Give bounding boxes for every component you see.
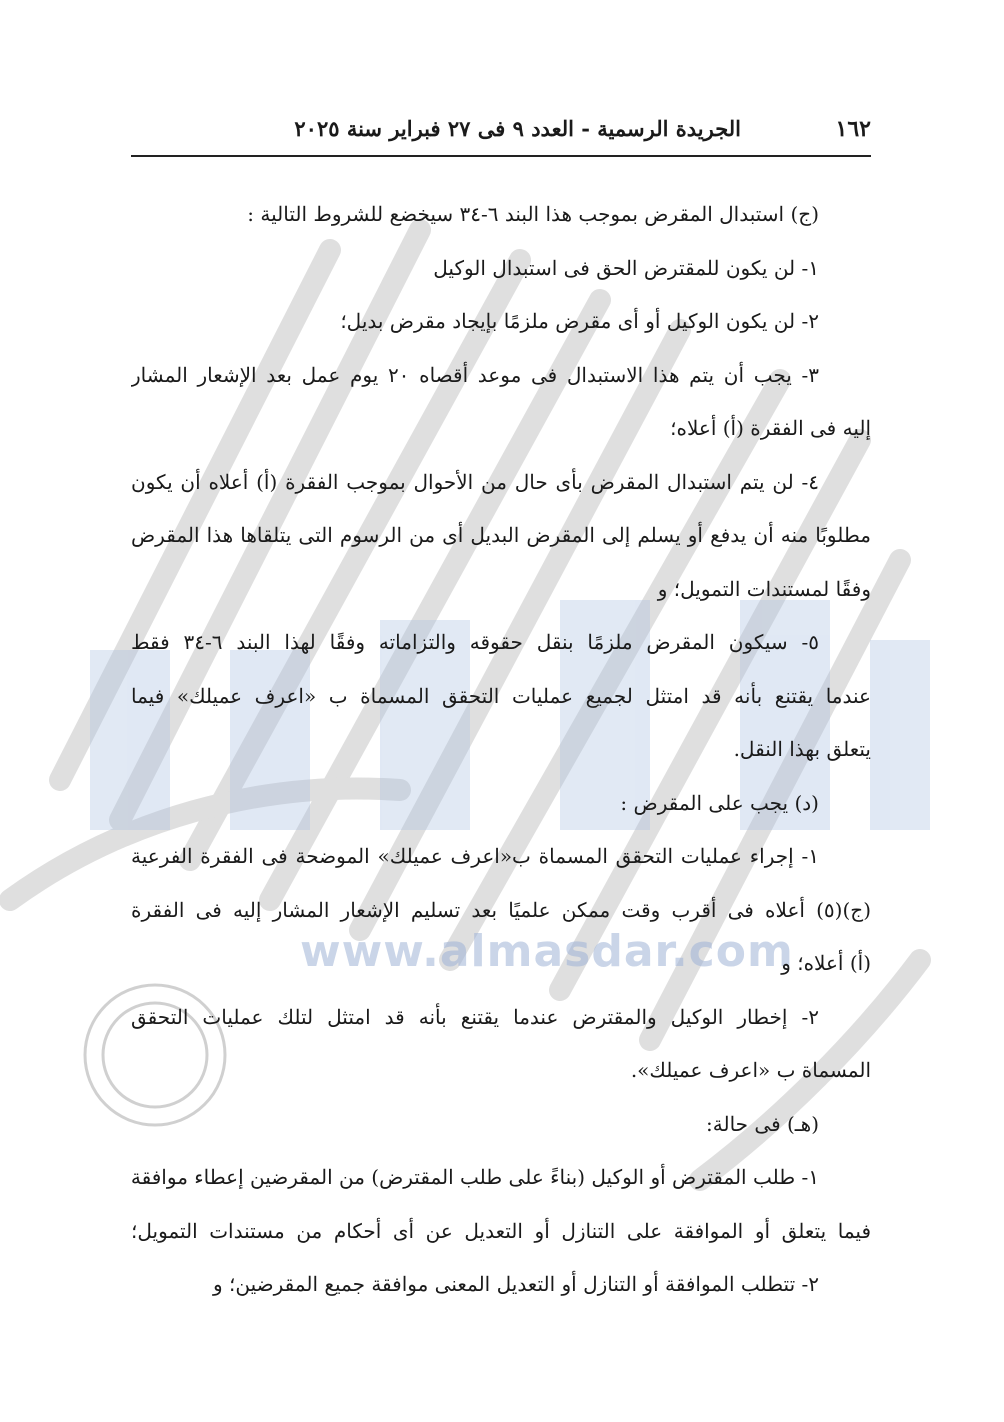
clause-c-item-1: ١- لن يكون للمقترض الحق فى استبدال الوكيل (433, 255, 819, 280)
clause-d-item-1-line-3: (أ) أعلاه؛ و (781, 951, 871, 975)
clause-d-item-2-line-1: ٢- إخطار الوكيل والمقترض عندما يقتنع بأنه قد امتثل لتلك عمليات التحقق (131, 1004, 819, 1029)
clause-e-item-1-line-1: ١- طلب المقترض أو الوكيل (بناءً على طلب المقترض) من المقرضين إعطاء موافقة (131, 1165, 819, 1189)
clause-d-item-1-line-1: ١- إجراء عمليات التحقق المسماة ب«اعرف عميلك» الموضحة فى الفقرة الفرعية (131, 844, 819, 868)
clause-c-item-4-line-2: مطلوبًا منه أن يدفع أو يسلم إلى المقرض البديل أى من الرسوم التى يتلقاها هذا المقرض (131, 523, 871, 547)
clause-c-item-4-line-1: ٤- لن يتم استبدال المقرض بأى حال من الأحوال بموجب الفقرة (أ) أعلاه أن يكون (131, 469, 819, 494)
clause-c-item-3-line-1: ٣- يجب أن يتم هذا الاستبدال فى موعد أقصاه ٢٠ يوم عمل بعد الإشعار المشار (131, 362, 819, 387)
clause-e-item-2: ٢- تتطلب الموافقة أو التنازل أو التعديل المعنى موافقة جميع المقرضين؛ و (213, 1272, 819, 1296)
clause-c-heading: (ج) استبدال المقرض بموجب هذا البند ٦-٣٤ سيخضع للشروط التالية : (247, 202, 819, 226)
clause-d-item-2-line-2: المسماة ب «اعرف عميلك». (630, 1058, 871, 1082)
clause-e-heading: (هـ) فى حالة: (706, 1111, 819, 1136)
clause-c-item-5-line-3: يتعلق بهذا النقل. (733, 737, 871, 761)
clause-c-item-5-line-1: ٥- سيكون المقرض ملزمًا بنقل حقوقه والتزاماته وفقًا لهذا البند ٦-٣٤ فقط (131, 630, 819, 654)
watermark-site-text: www.almasdar.com (300, 926, 794, 977)
clause-d-item-1-line-2: (ج)(٥) أعلاه فى أقرب وقت ممكن علميًا بعد تسليم الإشعار المشار إليه فى الفقرة (131, 897, 871, 922)
clause-d-heading: (د) يجب على المقرض : (620, 790, 819, 815)
clause-c-item-3-line-2: إليه فى الفقرة (أ) أعلاه؛ (670, 416, 871, 440)
clause-c-item-5-line-2: عندما يقتنع بأنه قد امتثل لجميع عمليات التحقق المسماة ب «اعرف عميلك» فيما (131, 683, 871, 708)
gazette-title: الجريدة الرسمية - العدد ٩ فى ٢٧ فبراير سنة ٢٠٢٥ (294, 116, 741, 141)
page-header (131, 112, 871, 152)
header-divider (131, 155, 871, 157)
clause-e-item-1-line-2: فيما يتعلق أو الموافقة على التنازل أو التعديل عن أى أحكام من مستندات التمويل؛ (131, 1218, 871, 1243)
clause-c-item-4-line-3: وفقًا لمستندات التمويل؛ و (657, 576, 871, 601)
document-body (131, 188, 871, 1312)
clause-c-item-2: ٢- لن يكون الوكيل أو أى مقرض ملزمًا بإيجاد مقرض بديل؛ (340, 309, 819, 333)
page-number: ١٦٢ (835, 116, 871, 142)
